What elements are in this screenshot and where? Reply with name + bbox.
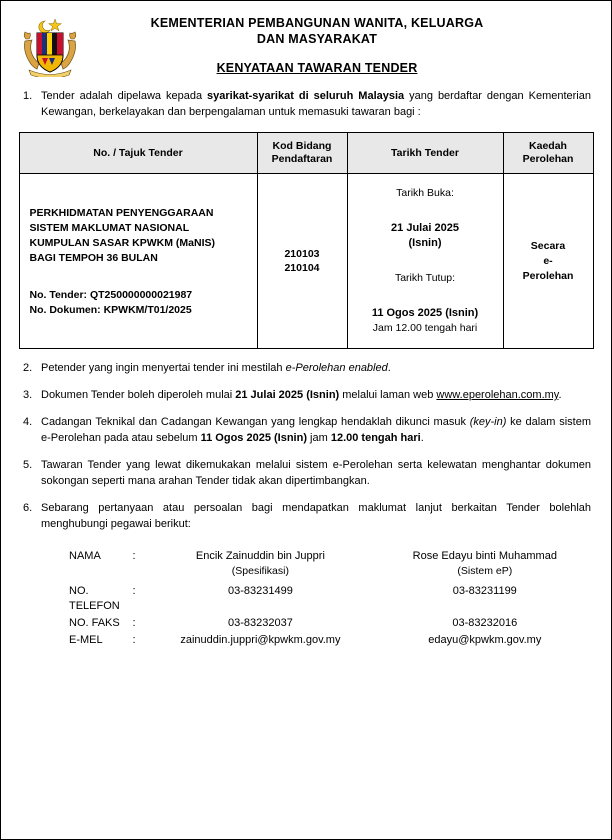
clause-6: [15, 500, 597, 532]
cell-kaedah-perolehan: [503, 174, 593, 349]
tarikh-tutup-label: Tarikh Tutup:: [394, 272, 456, 284]
jata-negara-crest-icon: [19, 15, 81, 77]
clause-4-part2: ke dalam sistem e-Perolehan pada atau sebelum: [41, 416, 591, 444]
clause-6-number: 6.: [23, 502, 33, 514]
colon-emel: :: [132, 634, 136, 646]
clause-4-part3: jam: [307, 432, 331, 444]
clause-6-text: Sebarang pertanyaan atau persoalan bagi mendapatkan maklumat lanjut berkaitan Tender bolehlah menghubungi pegawai berikut:: [41, 502, 591, 530]
clause-4-bold1: 11 Ogos 2025 (Isnin): [200, 432, 307, 444]
clause-3-text: [41, 387, 597, 403]
ministry-name-line-2: DAN MASYARAKAT: [256, 32, 378, 46]
cell-kod-bidang: [257, 174, 347, 349]
contact-1-name-cell: [148, 548, 372, 583]
tender-title-line-4: BAGI TEMPOH 36 BULAN: [29, 252, 158, 264]
label-no: NO.: [69, 585, 89, 597]
contact-2-role: (Sistem eP): [457, 565, 513, 577]
colon-faks: :: [132, 617, 136, 629]
clause-5: [15, 457, 597, 489]
clause-1: [15, 88, 597, 120]
tarikh-tutup-date: 11 Ogos 2025 (Isnin): [371, 307, 479, 319]
label-emel: E-MEL: [69, 634, 103, 646]
clause-3-part1: Dokumen Tender boleh diperoleh mulai: [41, 389, 236, 401]
clause-2-number: 2.: [23, 362, 33, 374]
clause-4-text: [41, 414, 597, 446]
header-kod-line-1: Kod Bidang: [272, 140, 332, 152]
tender-title-line-1: PERKHIDMATAN PENYENGGARAAN: [29, 207, 214, 219]
clause-1-part1: Tender adalah dipelawa kepada: [41, 90, 208, 102]
label-telefon: TELEFON: [69, 600, 120, 612]
contact-1-role: (Spesifikasi): [231, 565, 289, 577]
document-number: No. Dokumen: KPWKM/T01/2025: [29, 304, 192, 316]
clause-4-part4: .: [420, 432, 424, 444]
kod-bidang-2: 210104: [284, 262, 320, 274]
label-no-faks: NO. FAKS: [69, 617, 120, 629]
clause-3-bold1: 21 Julai 2025 (Isnin): [235, 389, 340, 401]
contact-1-faks: 03-83232037: [227, 617, 293, 629]
contacts-name-row: [15, 548, 597, 583]
clause-1-text: [41, 88, 597, 120]
document-header: [15, 11, 597, 77]
clause-1-bold1: syarikat-syarikat di seluruh Malaysia: [207, 90, 405, 102]
tender-title-line-3: KUMPULAN SASAR KPWKM (MaNIS): [29, 237, 215, 249]
clause-4-bold2: 12.00 tengah hari: [330, 432, 421, 444]
clause-2: [15, 360, 597, 376]
contacts-emel-row: [15, 632, 597, 649]
tarikh-tutup-time: Jam 12.00 tengah hari: [372, 322, 478, 334]
ministry-name-line-1: KEMENTERIAN PEMBANGUNAN WANITA, KELUARGA: [150, 16, 484, 30]
clause-1-part2: yang berdaftar dengan Kementerian Kewangan, berkelayakan dan berpengalaman untuk memasuki tawaran bagi :: [41, 90, 591, 118]
clause-4-part1: Cadangan Teknikal dan Cadangan Kewangan yang lengkap hendaklah dikunci masuk: [41, 416, 470, 428]
table-header-row: [19, 133, 593, 174]
cell-tender-title: [19, 174, 257, 349]
tender-table: [19, 132, 594, 349]
clause-4: [15, 414, 597, 446]
contacts-telefon-row: [15, 583, 597, 615]
clause-5-text: Tawaran Tender yang lewat dikemukakan melalui sistem e-Perolehan serta kelewatan menghantar dokumen sokongan seperti mana arahan Tender tidak akan dipertimbangkan.: [41, 459, 591, 487]
tender-number: No. Tender: QT250000000021987: [29, 289, 193, 301]
clause-2-part1: Petender yang ingin menyertai tender ini mestilah: [41, 362, 286, 374]
clause-2-italic1: e-Perolehan enabled: [285, 362, 388, 374]
contact-2-faks: 03-83232016: [452, 617, 518, 629]
label-nama: NAMA: [69, 550, 101, 562]
clause-5-number: 5.: [23, 459, 33, 471]
table-row: [19, 174, 593, 349]
clause-2-text: [41, 360, 597, 376]
tender-title-line-2: SISTEM MAKLUMAT NASIONAL: [29, 222, 190, 234]
tarikh-buka-date: 21 Julai 2025: [391, 222, 459, 234]
contact-2-telefon: 03-83231199: [452, 585, 517, 597]
header-tajuk-tender: No. / Tajuk Tender: [19, 133, 257, 174]
header-kaedah-perolehan: [503, 133, 593, 174]
clause-1-number: 1.: [23, 90, 33, 102]
header-kod-bidang: [257, 133, 347, 174]
clause-3-number: 3.: [23, 389, 33, 401]
spacer-1: [352, 201, 499, 221]
eperolehan-link[interactable]: www.eperolehan.com.my: [436, 389, 559, 401]
kaedah-line-2: e-: [543, 254, 553, 267]
colon-telefon: :: [132, 585, 136, 597]
clause-4-italic1: (key-in): [469, 416, 507, 428]
contact-1-emel[interactable]: zainuddin.juppri@kpwkm.gov.my: [180, 634, 341, 646]
contact-1-telefon: 03-83231499: [227, 585, 293, 597]
contact-2-name-cell: [373, 548, 597, 583]
kaedah-line-1: Secara: [530, 239, 566, 252]
contact-2-emel[interactable]: edayu@kpwkm.gov.my: [428, 634, 542, 646]
clause-3-part3: .: [558, 389, 562, 401]
spacer-2: [352, 251, 499, 271]
colon-nama: :: [132, 550, 136, 562]
header-kod-line-2: Pendaftaran: [271, 153, 333, 165]
contact-2-name: Rose Edayu binti Muhammad: [412, 550, 557, 562]
cell-tarikh-tender: [347, 174, 503, 349]
contacts-table: [15, 548, 597, 649]
kod-bidang-1: 210103: [284, 248, 320, 260]
clause-3-part2: melalui laman web: [339, 389, 437, 401]
clause-3: [15, 387, 597, 403]
document-title: KENYATAAN TAWARAN TENDER: [216, 61, 418, 75]
kaedah-line-3: Perolehan: [522, 269, 574, 282]
contacts-faks-row: [15, 615, 597, 632]
header-kaedah-line-2: Perolehan: [522, 153, 574, 165]
tarikh-buka-day: (Isnin): [408, 237, 442, 249]
spacer-3: [352, 286, 499, 306]
tarikh-buka-label: Tarikh Buka:: [396, 187, 454, 199]
label-no-telefon: [15, 583, 133, 615]
header-tarikh-tender: Tarikh Tender: [347, 133, 503, 174]
contact-1-name: Encik Zainuddin bin Juppri: [195, 550, 325, 562]
header-kaedah-line-1: Kaedah: [529, 140, 567, 152]
clause-4-number: 4.: [23, 416, 33, 428]
clause-2-part2: .: [387, 362, 391, 374]
